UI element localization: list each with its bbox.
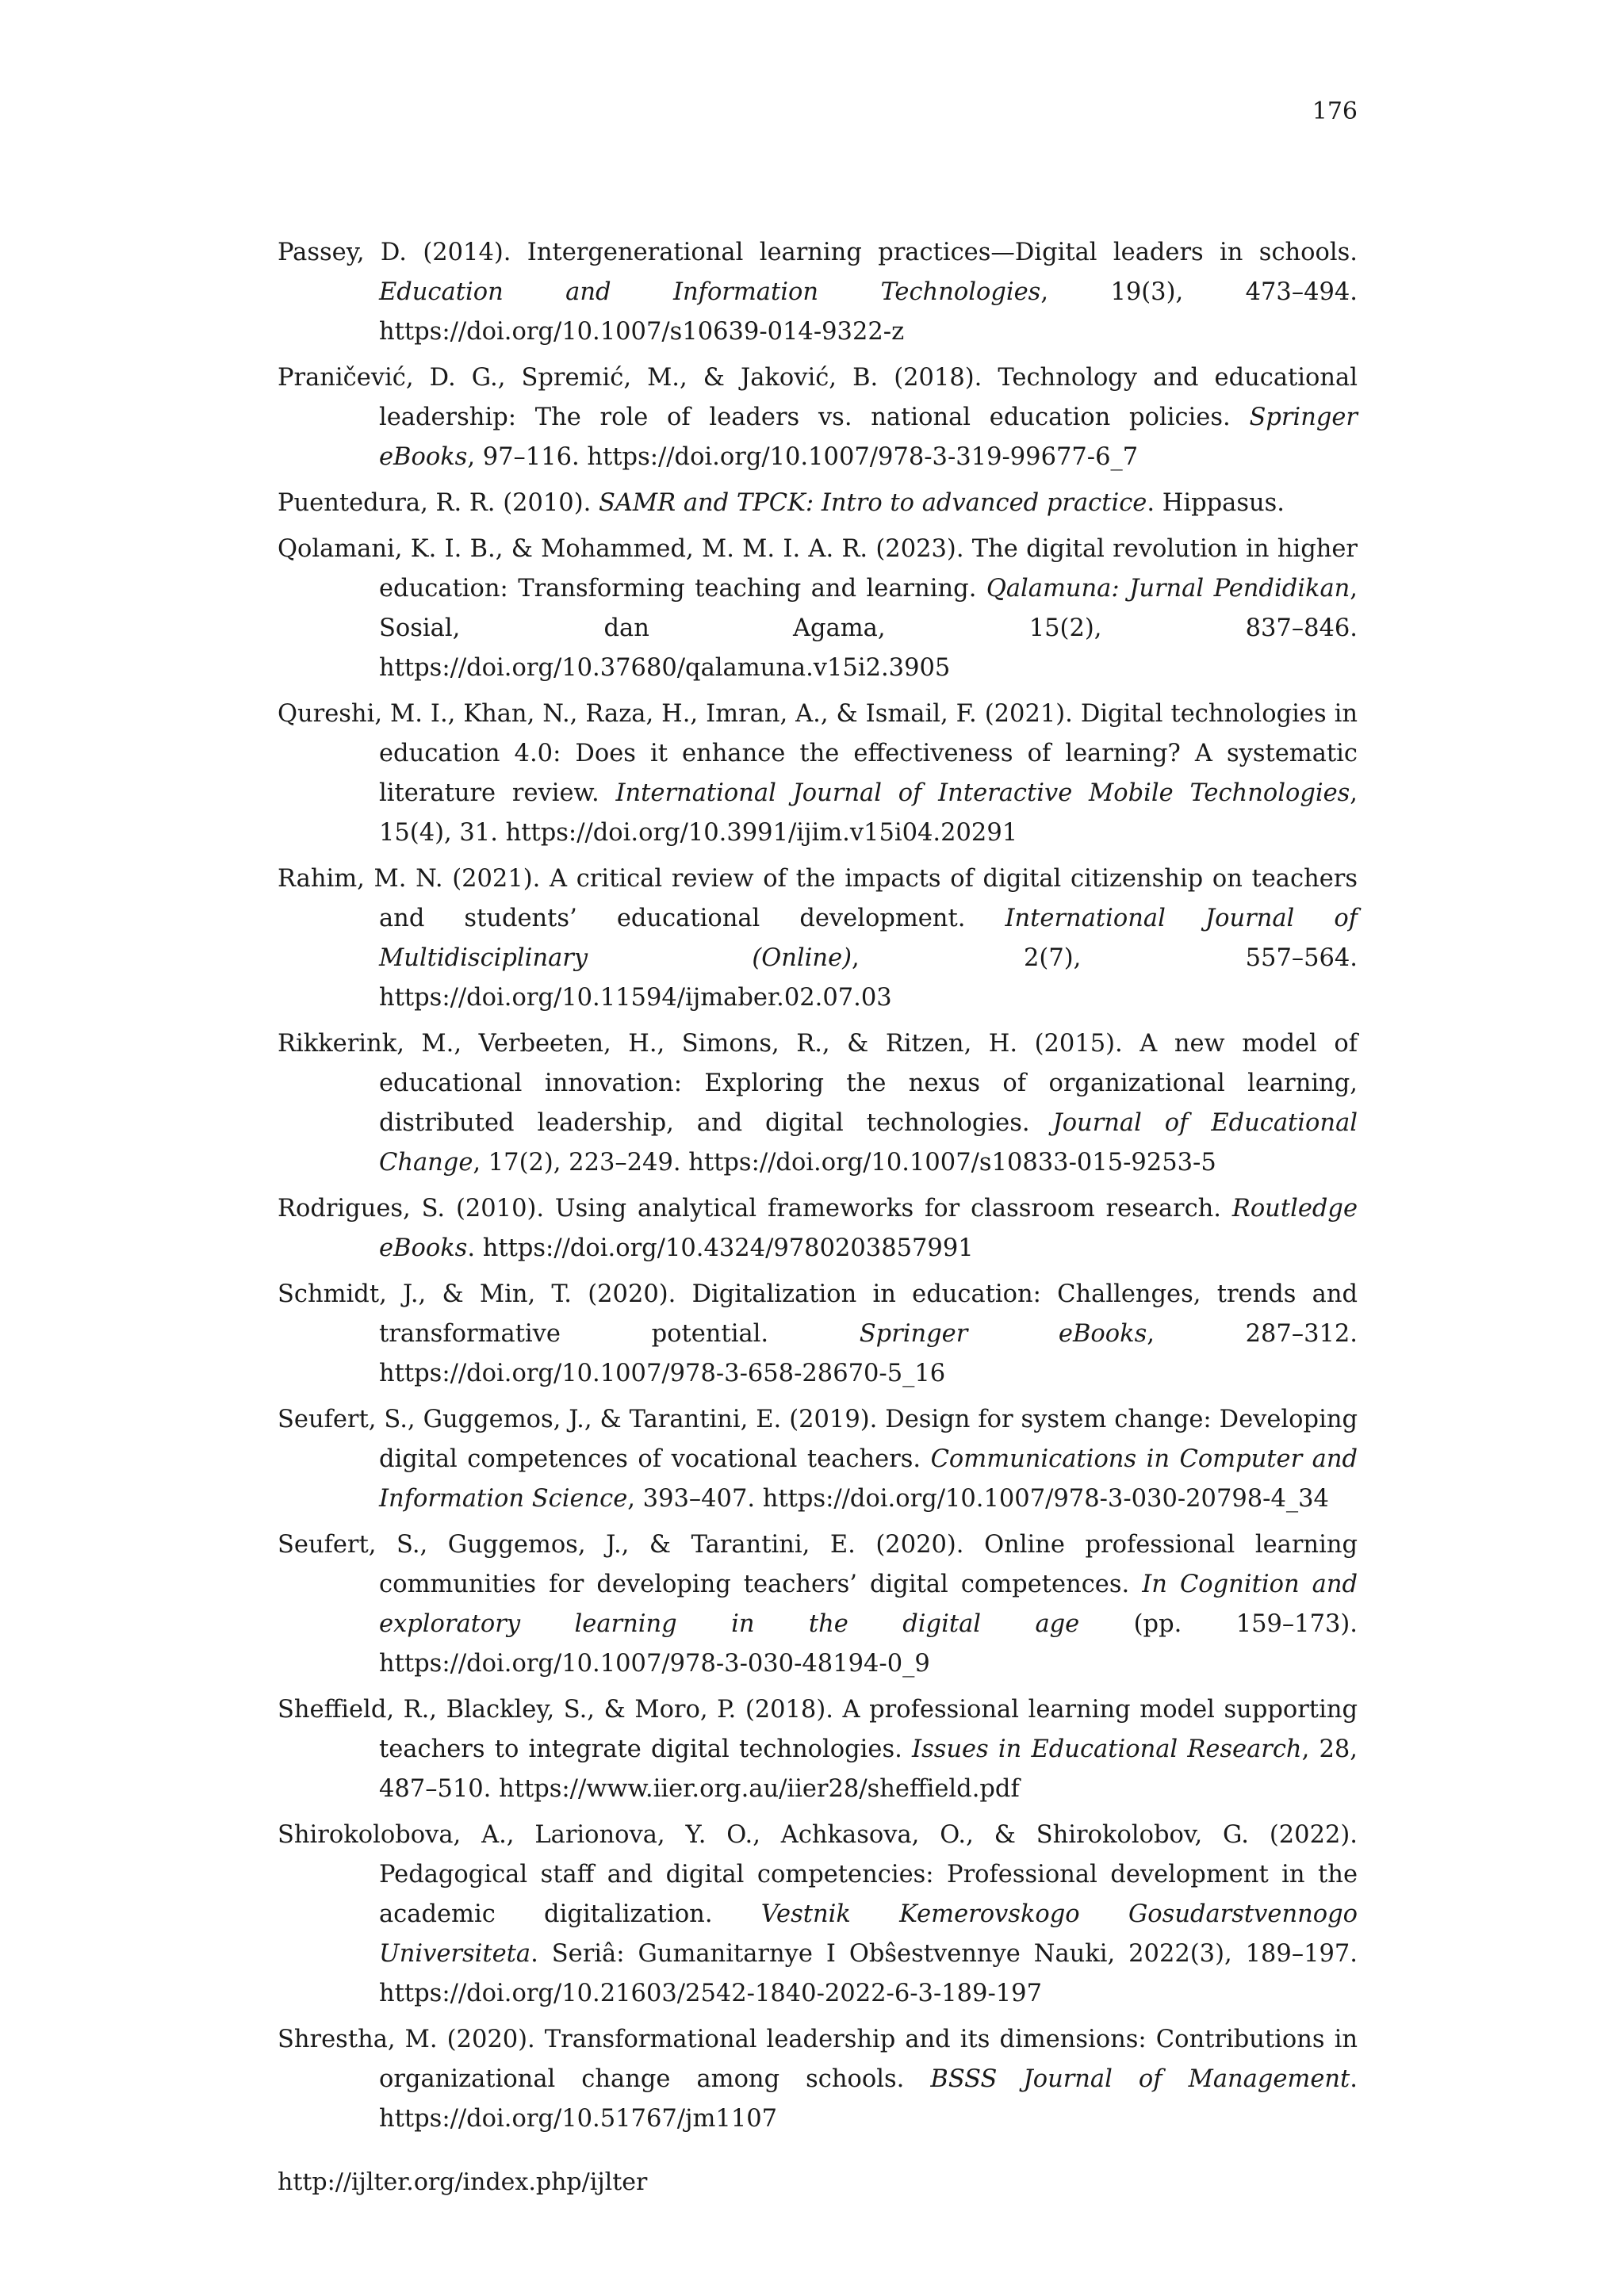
reference-entry: [278, 859, 1358, 1018]
reference-details: (pp. 159–173). https://doi.org/10.1007/978-3-030-48194-0_9: [379, 1610, 1358, 1678]
footer-url: http://ijlter.org/index.php/ijlter: [278, 2168, 648, 2196]
reference-source: Education and Information Technologies: [379, 278, 1041, 306]
reference-details: , 2(7), 557–564. https://doi.org/10.11594/ijmaber.02.07.03: [379, 944, 1358, 1012]
reference-source: Springer eBooks: [859, 1320, 1147, 1348]
reference-text: Praničević, D. G., Spremić, M., & Jaković, B. (2018). Technology and educational leadership: The role of leaders vs. national education policies.: [278, 364, 1358, 431]
reference-source: Communications in Computer and Information Science: [379, 1445, 1358, 1513]
page-number: 176: [1312, 98, 1358, 125]
reference-text: Schmidt, J., & Min, T. (2020). Digitalization in education: Challenges, trends and transformative potential.: [278, 1280, 1358, 1348]
reference-source: International Journal of Multidisciplinary (Online): [379, 905, 1358, 972]
reference-entry: [278, 1275, 1358, 1394]
reference-details: , Sosial, dan Agama, 15(2), 837–846. https://doi.org/10.37680/qalamuna.v15i2.3905: [379, 575, 1358, 682]
reference-text: Shirokolobova, A., Larionova, Y. O., Achkasova, O., & Shirokolobov, G. (2022). Pedagogical staff and digital competencies: Professional development in the academic digitalization.: [278, 1821, 1358, 1928]
reference-text: Seufert, S., Guggemos, J., & Tarantini, E. (2020). Online professional learning communities for developing teachers’ digital competences.: [278, 1531, 1358, 1598]
reference-entry: [278, 233, 1358, 352]
reference-entry: [278, 1690, 1358, 1809]
reference-entry: [278, 1189, 1358, 1269]
reference-details: , 393–407. https://doi.org/10.1007/978-3-030-20798-4_34: [627, 1485, 1329, 1513]
reference-details: . https://doi.org/10.4324/9780203857991: [467, 1234, 974, 1262]
reference-text: Puentedura, R. R. (2010).: [278, 489, 599, 517]
reference-entry: [278, 1816, 1358, 2014]
reference-source: Qalamuna: Jurnal Pendidikan: [986, 575, 1350, 603]
reference-text: Rodrigues, S. (2010). Using analytical frameworks for classroom research.: [278, 1195, 1232, 1223]
reference-entry: [278, 484, 1358, 523]
reference-details: , 17(2), 223–249. https://doi.org/10.1007/s10833-015-9253-5: [473, 1149, 1216, 1177]
reference-entry: [278, 695, 1358, 853]
reference-entry: [278, 2020, 1358, 2139]
reference-source: Journal of Educational Change: [379, 1109, 1358, 1177]
reference-text: Sheffield, R., Blackley, S., & Moro, P. (2018). A professional learning model supporting teachers to integrate digital technologies.: [278, 1696, 1358, 1763]
reference-source: In Cognition and exploratory learning in the digital age: [379, 1571, 1358, 1638]
reference-text: Rikkerink, M., Verbeeten, H., Simons, R., & Ritzen, H. (2015). A new model of educational innovation: Exploring the nexus of organizational learning, distributed leadership, and digital technologies.: [278, 1030, 1358, 1137]
reference-source: BSSS Journal of Management: [930, 2065, 1350, 2093]
reference-source: International Journal of Interactive Mobile Technologies: [615, 779, 1350, 807]
reference-details: , 287–312. https://doi.org/10.1007/978-3-658-28670-5_16: [379, 1320, 1358, 1387]
reference-source: Springer eBooks: [379, 404, 1358, 471]
reference-text: Qureshi, M. I., Khan, N., Raza, H., Imran, A., & Ismail, F. (2021). Digital technologies in education 4.0: Does it enhance the effectiveness of learning? A systematic literature review.: [278, 700, 1358, 807]
reference-text: Rahim, M. N. (2021). A critical review of the impacts of digital citizenship on teachers and students’ educational development.: [278, 865, 1358, 932]
reference-text: Qolamani, K. I. B., & Mohammed, M. M. I. A. R. (2023). The digital revolution in higher education: Transforming teaching and learning.: [278, 535, 1358, 603]
reference-text: Seufert, S., Guggemos, J., & Tarantini, E. (2019). Design for system change: Developing digital competences of vocational teachers.: [278, 1406, 1358, 1473]
reference-source: Vestnik Kemerovskogo Gosudarstvennogo Universiteta: [379, 1900, 1358, 1968]
reference-entry: [278, 530, 1358, 688]
reference-entry: [278, 1400, 1358, 1519]
reference-details: . https://doi.org/10.51767/jm1107: [379, 2065, 1358, 2133]
reference-entry: [278, 1024, 1358, 1183]
reference-source: Routledge eBooks: [379, 1195, 1358, 1262]
reference-details: . Seriâ: Gumanitarnye I Obŝestvennye Nauki, 2022(3), 189–197. https://doi.org/10.21603/2542-1840-2022-6-3-189-197: [379, 1940, 1358, 2007]
reference-details: , 15(4), 31. https://doi.org/10.3991/ijim.v15i04.20291: [379, 779, 1358, 847]
reference-source: Issues in Educational Research: [912, 1735, 1302, 1763]
reference-entry: [278, 358, 1358, 477]
reference-entry: [278, 1525, 1358, 1684]
reference-details: , 19(3), 473–494. https://doi.org/10.1007/s10639-014-9322-z: [379, 278, 1358, 346]
reference-list: [278, 233, 1358, 2145]
reference-text: Passey, D. (2014). Intergenerational learning practices—Digital leaders in schools.: [278, 239, 1358, 266]
reference-details: , 28, 487–510. https://www.iier.org.au/iier28/sheffield.pdf: [379, 1735, 1358, 1803]
reference-source: SAMR and TPCK: Intro to advanced practice: [599, 489, 1147, 517]
reference-details: . Hippasus.: [1147, 489, 1285, 517]
reference-details: , 97–116. https://doi.org/10.1007/978-3-319-99677-6_7: [467, 443, 1139, 471]
reference-text: Shrestha, M. (2020). Transformational leadership and its dimensions: Contributions in organizational change among schools.: [278, 2026, 1358, 2093]
